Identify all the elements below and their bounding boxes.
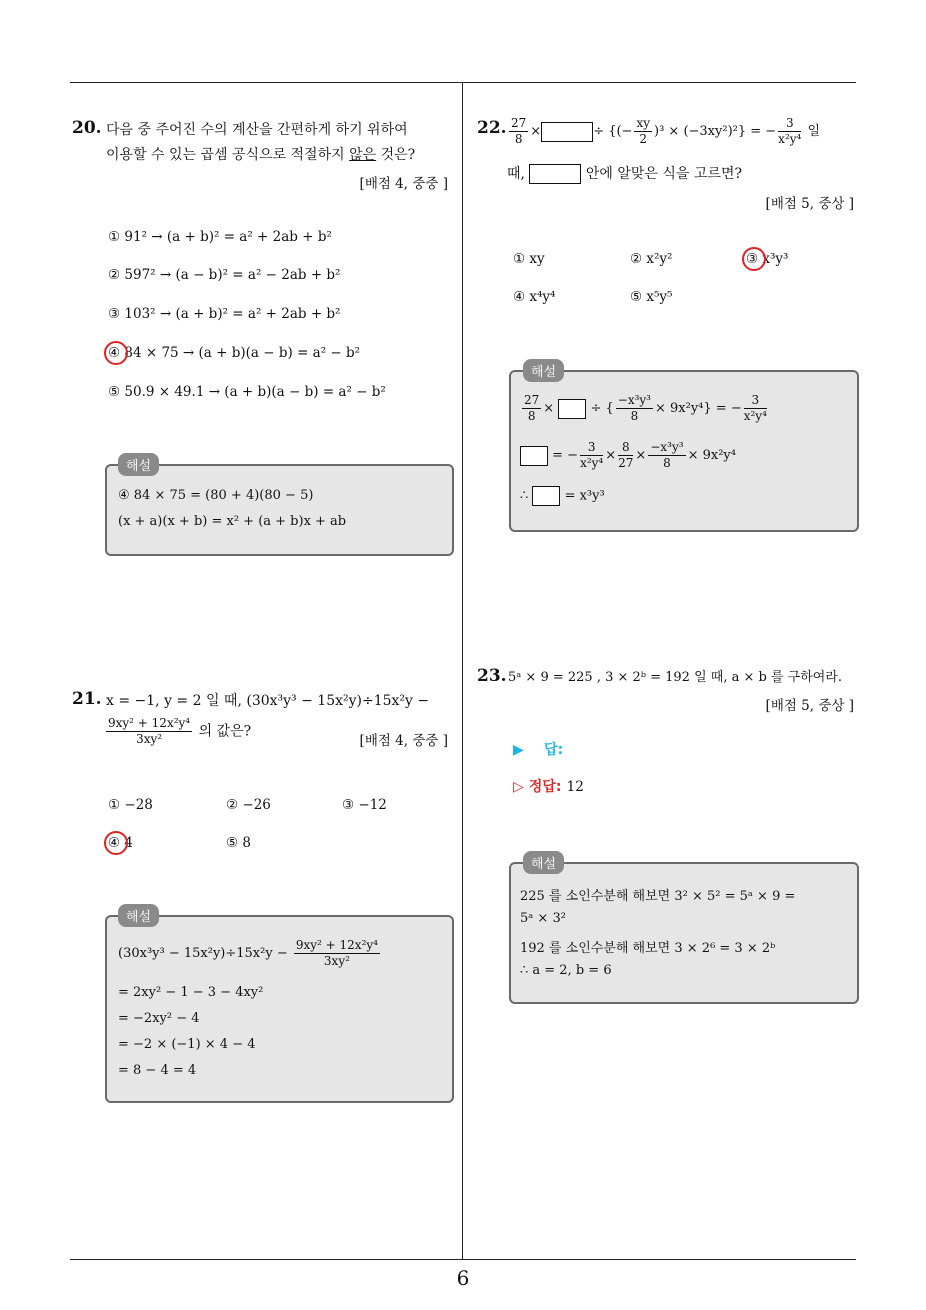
question-text-line1: x = −1, y = 2 일 때, (30x³y³ − 15x²y)÷15x²y − (106, 693, 430, 709)
solution-line (520, 393, 769, 424)
denominator: 8 (514, 132, 523, 146)
numerator: 27 (524, 393, 540, 407)
fraction (618, 440, 633, 471)
numerator: 8 (618, 440, 633, 456)
question-text-line1: 5ᵃ × 9 = 225 , 3 × 2ᵇ = 192 일 때, a × b 를 구하여라. (508, 670, 843, 685)
fraction (509, 116, 528, 147)
numerator: 9xy² + 12x²y⁴ (108, 716, 191, 730)
solution-line: (x + a)(x + b) = x² + (a + b)x + ab (118, 514, 347, 529)
text-part: × (543, 401, 555, 416)
blank-box (520, 446, 548, 466)
denominator: 3xy² (323, 954, 350, 968)
page-number: 6 (456, 1266, 470, 1290)
fraction (522, 393, 541, 424)
solution-label: 해설 (523, 851, 564, 874)
fraction (778, 116, 801, 147)
option-3[interactable]: ③ x³y³ (746, 251, 789, 267)
denominator: x²y⁴ (743, 409, 767, 423)
denominator: x²y⁴ (580, 456, 604, 470)
numerator: 3 (744, 393, 767, 409)
top-rule (70, 82, 856, 83)
text-part: )³ × (−3xy²)²} = − (654, 124, 777, 139)
correct-marker-icon: ▷ (513, 779, 524, 795)
option-3[interactable]: ③ 103² → (a + b)² = a² + 2ab + b² (108, 306, 341, 322)
underlined-word: 않은 (349, 147, 377, 163)
solution-line: ④ 84 × 75 = (80 + 4)(80 − 5) (118, 488, 314, 503)
option-1[interactable]: ① −28 (108, 797, 153, 813)
denominator: 3xy² (136, 732, 163, 746)
question-number: 23. (477, 666, 507, 686)
numerator: −x³y³ (617, 393, 651, 407)
question-number: 22. (477, 118, 507, 138)
answer-label: 답: (544, 742, 564, 758)
answer-marker-icon: ▶ (513, 742, 524, 758)
text-part: ∴ (520, 488, 529, 504)
score-difficulty: [배점 4, 중중 ] (359, 733, 448, 749)
text-part: = − (552, 448, 579, 463)
option-4[interactable]: ④ 84 × 75 → (a + b)(a − b) = a² − b² (108, 345, 361, 361)
text-part: × 9x²y⁴ (687, 448, 736, 463)
correct-answer-row (513, 776, 584, 796)
fraction (294, 938, 380, 969)
fraction (634, 116, 652, 147)
fraction (616, 393, 653, 424)
text-part: 안에 알맞은 식을 고르면? (581, 166, 742, 182)
numerator: 9xy² + 12x²y⁴ (295, 938, 378, 952)
solution-line: 225 를 소인수분해 해보면 3² × 5² = 5ᵃ × 9 = (520, 889, 796, 904)
text-part: ÷ { (590, 401, 614, 416)
score-difficulty: [배점 4, 중중 ] (359, 176, 448, 192)
solution-line: 5ᵃ × 3² (520, 911, 566, 926)
blank-box (541, 122, 593, 142)
text-part: × (635, 448, 647, 463)
question-text-line2 (104, 716, 251, 747)
numerator: 3 (778, 116, 801, 132)
solution-label: 해설 (118, 904, 159, 927)
denominator: x²y⁴ (778, 132, 802, 146)
text-part: (30x³y³ − 15x²y)÷15x²y − (118, 946, 288, 961)
answer-circle-mark (104, 831, 128, 855)
text-part: ÷ {(− (593, 124, 633, 139)
option-5[interactable]: ⑤ 8 (226, 835, 251, 851)
text-part: 이용할 수 있는 곱셈 공식으로 적절하지 (106, 147, 350, 163)
numerator: 3 (580, 440, 603, 456)
score-difficulty: [배점 5, 중상 ] (765, 698, 854, 714)
option-5[interactable]: ⑤ x⁵y⁵ (630, 289, 673, 305)
numerator: −x³y³ (650, 440, 684, 454)
score-difficulty: [배점 5, 중상 ] (765, 196, 854, 212)
option-2[interactable]: ② x²y² (630, 251, 673, 267)
text-part: 때, (507, 166, 525, 182)
solution-line: 192 를 소인수분해 해보면 3 × 2⁶ = 3 × 2ᵇ (520, 941, 776, 956)
fraction (106, 716, 192, 747)
option-5[interactable]: ⑤ 50.9 × 49.1 → (a + b)(a − b) = a² − b² (108, 384, 386, 400)
question-text-line1 (507, 116, 820, 147)
question-number: 21. (72, 689, 102, 709)
blank-box (529, 164, 581, 184)
denominator: 8 (663, 456, 671, 470)
option-1[interactable]: ① xy (513, 251, 545, 267)
question-text-line2 (507, 162, 742, 186)
bottom-rule (70, 1259, 856, 1260)
question-text-line1: 다음 중 주어진 수의 계산을 간편하게 하기 위하여 (106, 122, 408, 138)
denominator: 2 (639, 132, 648, 146)
column-divider (462, 83, 463, 1259)
solution-line: = 2xy² − 1 − 3 − 4xy² (118, 985, 264, 1000)
fraction (744, 393, 767, 424)
blank-box (558, 399, 586, 419)
text-part: × 9x²y⁴} = − (655, 401, 742, 416)
option-4[interactable]: ④ x⁴y⁴ (513, 289, 556, 305)
correct-label: 정답: (528, 779, 562, 795)
text-part: × (605, 448, 617, 463)
solution-label: 해설 (523, 359, 564, 382)
fraction (580, 440, 603, 471)
solution-line (520, 440, 736, 471)
solution-line: = −2xy² − 4 (118, 1011, 200, 1026)
numerator: 27 (511, 116, 527, 130)
option-3[interactable]: ③ −12 (342, 797, 387, 813)
option-2[interactable]: ② 597² → (a − b)² = a² − 2ab + b² (108, 267, 341, 283)
text-part: 일 (803, 124, 821, 139)
option-2[interactable]: ② −26 (226, 797, 271, 813)
blank-box (532, 486, 560, 506)
denominator: 8 (630, 409, 639, 423)
solution-line: = 8 − 4 = 4 (118, 1063, 197, 1078)
answer-row (513, 739, 563, 759)
solution-box (105, 464, 454, 556)
text-part: 것은? (376, 147, 416, 163)
answer-circle-mark (742, 247, 766, 271)
question-number: 20. (72, 118, 102, 138)
denominator: 8 (527, 409, 536, 423)
numerator: xy (636, 116, 650, 130)
fraction (648, 440, 685, 471)
text-part: 의 값은? (194, 723, 252, 740)
solution-line: = −2 × (−1) × 4 − 4 (118, 1037, 256, 1052)
solution-line: ∴ a = 2, b = 6 (520, 963, 612, 978)
option-4[interactable]: ④ 4 (108, 835, 133, 851)
question-text-line2 (106, 143, 415, 167)
option-1[interactable]: ① 91² → (a + b)² = a² + 2ab + b² (108, 229, 332, 245)
denominator: 27 (618, 456, 634, 470)
correct-value: 12 (566, 779, 584, 795)
solution-label: 해설 (118, 453, 159, 476)
solution-line (118, 938, 382, 969)
answer-circle-mark (104, 341, 128, 365)
text-part: = x³y³ (564, 488, 605, 504)
text-part: × (530, 124, 542, 139)
solution-box (509, 862, 859, 1004)
solution-line (520, 486, 605, 506)
